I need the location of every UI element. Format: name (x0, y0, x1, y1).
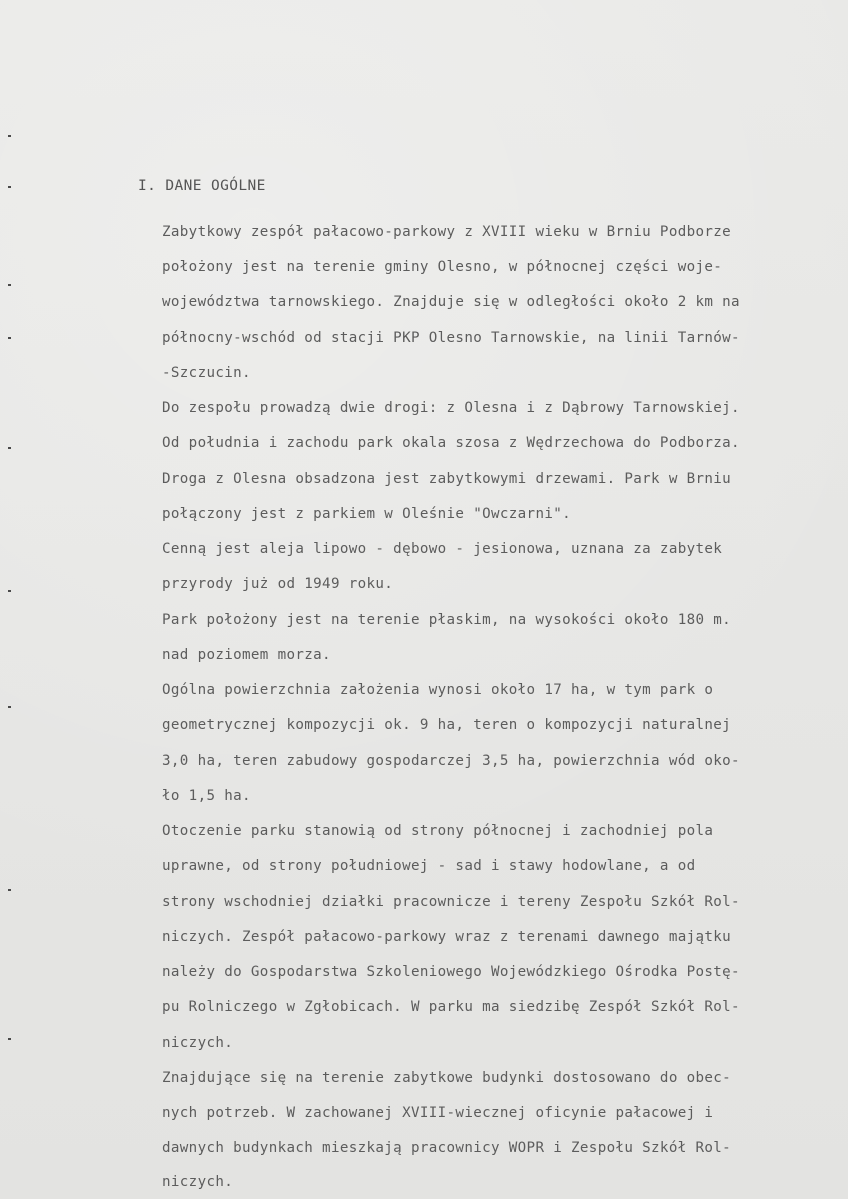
text-line: przyrody już od 1949 roku. (162, 576, 394, 592)
text-line: 3,0 ha, teren zabudowy gospodarczej 3,5 ha, powierzchnia wód oko- (162, 753, 740, 769)
text-line: Od południa i zachodu park okala szosa z Wędrzechowa do Podborza. (162, 435, 740, 451)
text-line: geometrycznej kompozycji ok. 9 ha, teren o kompozycji naturalnej (162, 717, 732, 733)
margin-mark (8, 135, 11, 137)
text-line: niczych. Zespół pałacowo-parkowy wraz z terenami dawnego majątku (162, 929, 732, 945)
text-line: niczych. (162, 1035, 234, 1051)
text-line: niczych. (162, 1174, 234, 1190)
text-line: Park położony jest na terenie płaskim, na wysokości około 180 m. (162, 612, 732, 628)
text-line: nad poziomem morza. (162, 647, 331, 663)
text-line: Znajdujące się na terenie zabytkowe budynki dostosowano do obec- (162, 1070, 732, 1086)
text-line: położony jest na terenie gminy Olesno, w północnej części woje- (162, 259, 723, 275)
text-line: Droga z Olesna obsadzona jest zabytkowymi drzewami. Park w Brniu (162, 471, 732, 487)
text-line: należy do Gospodarstwa Szkoleniowego Wojewódzkiego Ośrodka Postę- (162, 964, 740, 980)
text-line: połączony jest z parkiem w Oleśnie "Owczarni". (162, 506, 572, 522)
text-line: Do zespołu prowadzą dwie drogi: z Olesna i z Dąbrowy Tarnowskiej. (162, 400, 740, 416)
margin-mark (8, 590, 11, 592)
text-line: północny-wschód od stacji PKP Olesno Tarnowskie, na linii Tarnów- (162, 330, 740, 346)
text-line: -Szczucin. (162, 365, 251, 381)
text-line: województwa tarnowskiego. Znajduje się w odległości około 2 km na (162, 294, 740, 310)
text-line: dawnych budynkach mieszkają pracownicy WOPR i Zespołu Szkół Rol- (162, 1140, 732, 1156)
margin-mark (8, 447, 11, 449)
text-line: Zabytkowy zespół pałacowo-parkowy z XVIII wieku w Brniu Podborze (162, 224, 732, 240)
text-line: pu Rolniczego w Zgłobicach. W parku ma siedzibę Zespół Szkół Rol- (162, 999, 740, 1015)
text-line: Cenną jest aleja lipowo - dębowo - jesionowa, uznana za zabytek (162, 541, 723, 557)
text-line: Ogólna powierzchnia założenia wynosi około 17 ha, w tym park o (162, 682, 714, 698)
text-line: Otoczenie parku stanowią od strony północnej i zachodniej pola (162, 823, 714, 839)
text-line: ło 1,5 ha. (162, 788, 251, 804)
text-line: nych potrzeb. W zachowanej XVIII-wiecznej oficynie pałacowej i (162, 1105, 714, 1121)
margin-mark (8, 284, 11, 286)
margin-mark (8, 1038, 11, 1040)
margin-mark (8, 706, 11, 708)
text-line: strony wschodniej działki pracownicze i tereny Zespołu Szkół Rol- (162, 894, 740, 910)
margin-mark (8, 186, 11, 188)
section-heading: I. DANE OGÓLNE (138, 178, 266, 194)
text-line: uprawne, od strony południowej - sad i stawy hodowlane, a od (162, 858, 696, 874)
margin-mark (8, 889, 11, 891)
margin-mark (8, 337, 11, 339)
